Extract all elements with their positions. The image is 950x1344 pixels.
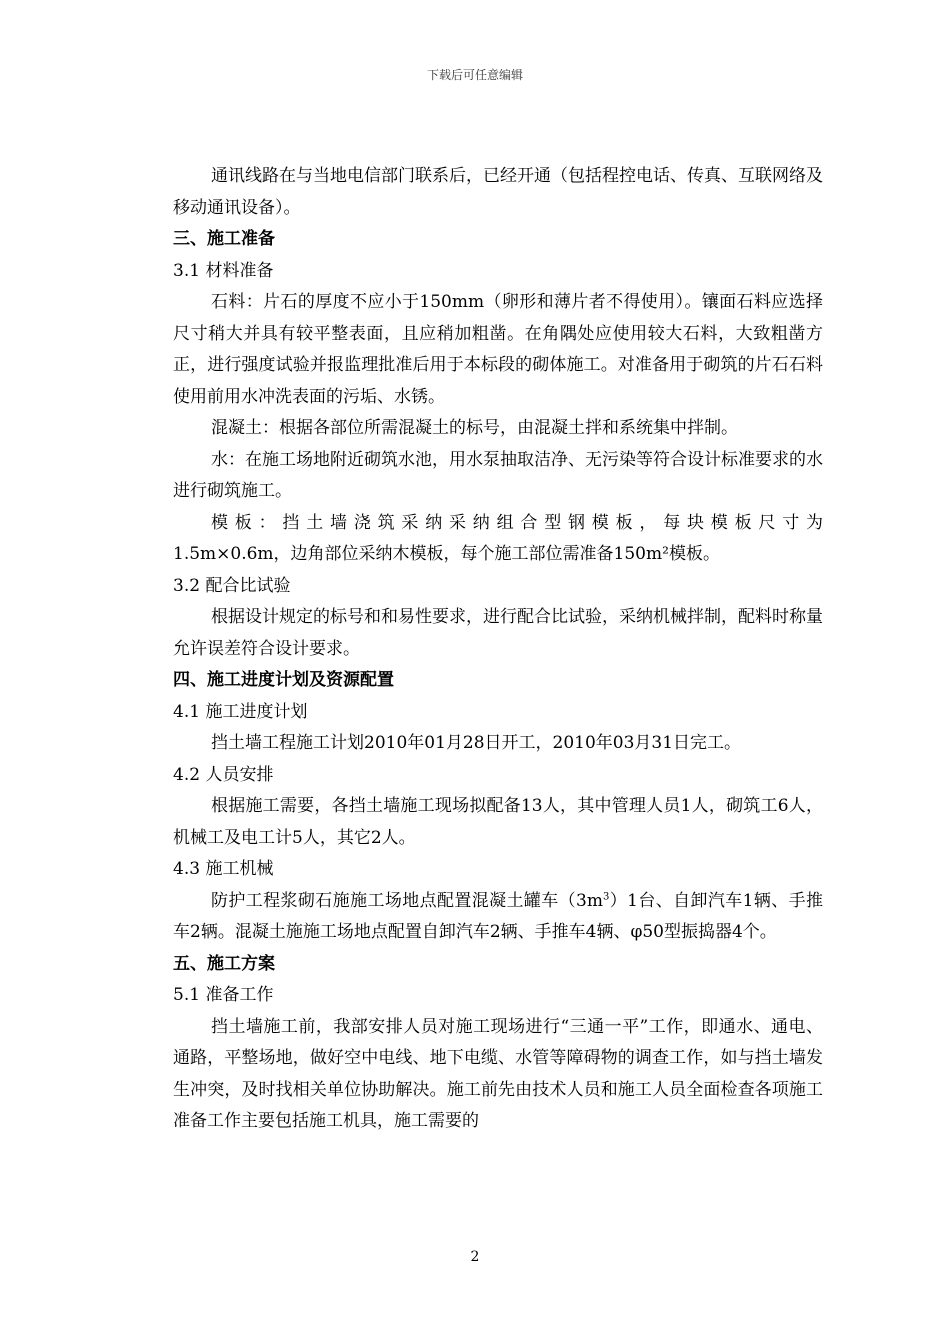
machinery-text-before: 防护工程浆砌石施施工场地点配置混凝土罐车（3m [211,890,603,911]
paragraph-stone: 石料：片石的厚度不应小于150mm（卵形和薄片者不得使用）。镶面石料应选择尺寸稍大并具有较平整表面，且应稍加粗凿。在角隅处应使用较大石料，大致粗凿方正，进行强度试验并报监理批准后用于本标段的砌体施工。对准备用于砌筑的片石石料使用前用水冲洗表面的污垢、水锈。 [173,292,823,407]
paragraph-staffing: 根据施工需要，各挡土墙施工现场拟配备13人，其中管理人员1人，砌筑工6人，机械工及电工计5人，其它2人。 [173,796,823,848]
document-body [173,161,823,1138]
paragraph-formwork-line2: 1.5m×0.6m，边角部位采纳木模板，每个施工部位需准备150m²模板。 [173,544,720,564]
subsection-heading-4-3: 4.3 施工机械 [173,859,274,879]
subsection-heading-3-2: 3.2 配合比试验 [173,575,291,596]
machinery-superscript: 3 [603,890,610,902]
page-header: 下载后可任意编辑 [426,68,523,82]
paragraph-concrete: 混凝土：根据各部位所需混凝土的标号，由混凝土拌和系统集中拌制。 [211,418,738,438]
page-number: 2 [470,1249,480,1265]
paragraph-formwork-line1: 模板：挡土墙浇筑采纳采纳组合型钢模板，每块模板尺寸为 [211,512,823,533]
section-heading-3: 三、施工准备 [173,229,275,249]
paragraph-communication: 通讯线路在与当地电信部门联系后，已经开通（包括程控电话、传真、互联网络及移动通讯设备）。 [173,166,823,218]
paragraph-mix-ratio: 根据设计规定的标号和和易性要求，进行配合比试验，采纳机械拌制，配料时称量允许误差符合设计要求。 [173,607,823,659]
subsection-heading-4-2: 4.2 人员安排 [173,764,274,785]
subsection-heading-3-1: 3.1 材料准备 [173,260,274,281]
subsection-heading-4-1: 4.1 施工进度计划 [173,701,308,722]
paragraph-preparation: 挡土墙施工前，我部安排人员对施工现场进行“三通一平”工作，即通水、通电、通路，平整场地，做好空中电线、地下电缆、水管等障碍物的调查工作，如与挡土墙发生冲突，及时找相关单位协助解决。施工前先由技术人员和施工人员全面检查各项施工准备工作主要包括施工机具，施工需要的 [173,1016,823,1131]
section-heading-5: 五、施工方案 [173,953,275,974]
machinery-text-after: ）1台、自卸汽车1辆、手推车2辆。混凝土施施工场地点配置自卸汽车2辆、手推车4辆、φ50型振捣器4个。 [173,890,823,942]
paragraph-machinery [173,886,823,949]
paragraph-schedule: 挡土墙工程施工计划2010年01月28日开工，2010年03月31日完工。 [211,733,742,753]
section-heading-4: 四、施工进度计划及资源配置 [173,670,394,690]
paragraph-water: 水：在施工场地附近砌筑水池，用水泵抽取洁净、无污染等符合设计标准要求的水进行砌筑施工。 [173,449,823,501]
subsection-heading-5-1: 5.1 准备工作 [173,985,274,1005]
